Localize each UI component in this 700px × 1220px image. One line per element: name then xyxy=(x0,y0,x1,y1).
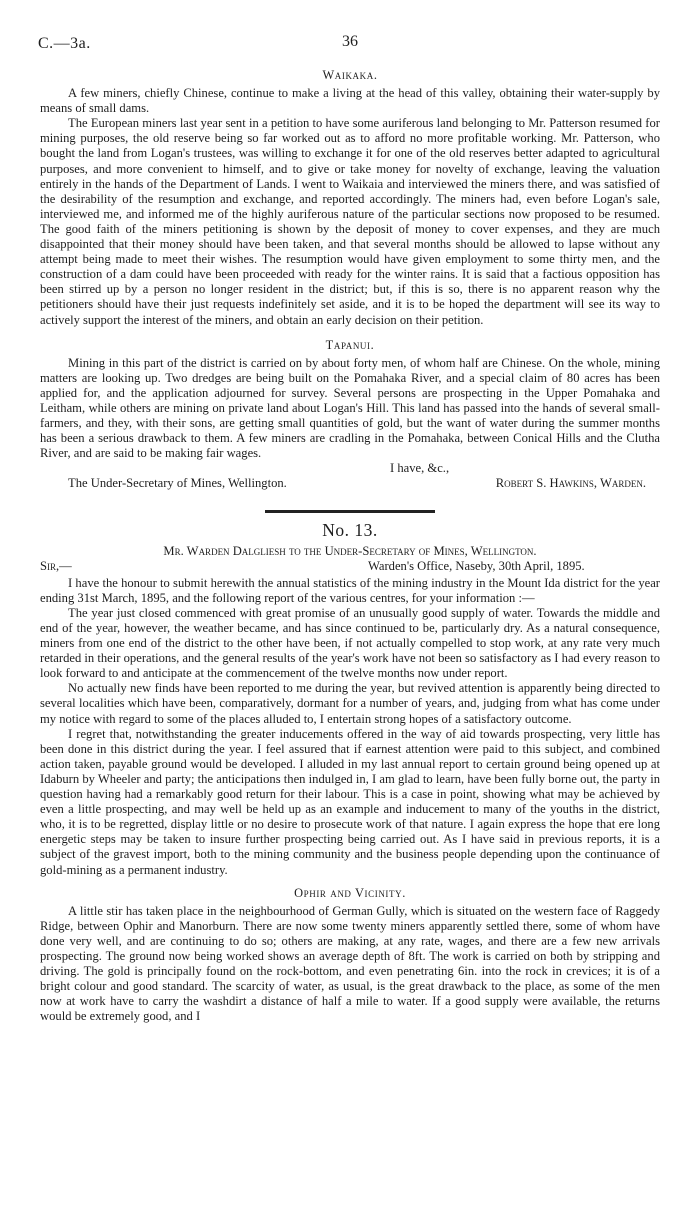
document-reference: C.—3a. xyxy=(38,35,91,52)
salutation: Sir,— xyxy=(40,558,72,573)
signature-block xyxy=(40,476,660,491)
document-number: No. 13. xyxy=(322,519,378,540)
salutation-line xyxy=(40,559,660,576)
paragraph: No actually new finds have been reported to me during the year, but revived attention is apparently being directed to several localities which have been, comparatively, dormant for a number of years, and, judging from what has come under my notice with regard to some of the places alluded to, I entertain strong hopes of a satisfactory outcome. xyxy=(40,681,660,726)
paragraph: Mining in this part of the district is carried on by about forty men, of whom half are Chinese. On the whole, mining matters are looking up. Two dredges are being built on the Pomahaka River, and a special claim of 80 acres has been applied for, and the application adjourned for survey. Several persons are prospecting in the Upper Pomahaka and Leitham, while others are mining on private land about Logan's Hill. This land has passed into the hands of several small-farmers, and they, with their sons, are getting small quantities of gold, but the want of water during the summer months has been a serious drawback to them. A few miners are cradling in the Pomahaka, between Conical Hills and the Clutha River, and are said to be making fair wages. xyxy=(40,355,660,461)
paragraph: I regret that, notwithstanding the greater inducements offered in the way of aid towards prospecting, very little has been done in this district during the year. I feel assured that if earnest attention were paid to this subject, and combined action taken, payable ground would be developed. I alluded in my last annual report to certain ground being opened up at Idaburn by Wheeler and party; the anticipations then indulged in, I am glad to learn, have been fully borne out, the party in question having had a remarkably good return for their labour. This is a case in point, showing what may be achieved by even a little prospecting, and may well be held up as an example and inducement to many of the youths in the district, who, it is to be regretted, display little or no desire to prosecute work of that nature. I again express the hope that ere long energetic steps may be taken to insure further prospecting being carried out. As I have said in previous reports, it is a subject of the gravest import, both to the mining community and the business people depending upon the continuance of gold-mining as a permanent industry. xyxy=(40,726,660,877)
divider xyxy=(265,510,435,513)
section-waikaka xyxy=(40,68,660,328)
section-tapanui xyxy=(40,338,660,492)
page-number: 36 xyxy=(342,33,358,50)
section-heading: Tapanui. xyxy=(325,337,375,352)
section-ophir xyxy=(40,886,660,1025)
signature: Robert S. Hawkins, Warden. xyxy=(495,476,646,491)
paragraph: The European miners last year sent in a petition to have some auriferous land belonging to Mr. Patterson resumed for mining purposes, the old reserve being so far worked out as to afford no more profitable working. Mr. Patterson, who bought the land from Logan's trustees, was willing to exchange it for one of the old reserves better adapted to agricultural purposes, and more convenient to himself, and to give or take money for novelty of exchange, leaving the valuation entirely in the hands of the Department of Lands. I went to Waikaia and interviewed the miners there, and was satisfied of the desirability of the resumption and exchange, and reported accordingly. The miners had, even before Logan's sale, interviewed me, and informed me of the highly auriferous nature of the particular sections now proposed to be resumed. The good faith of the miners petitioning is shown by the deposit of money to cover expenses, and they are much disappointed that their money should have been taken, and that several months should be allowed to lapse without any attempt being made to meet their wishes. The resumption would have given employment to some thirty men, and the construction of a dam could have been proceeded with ready for the winter rains. It is said that a factious opposition has been stirred up by a person no longer resident in the district; but, if this is so, there is no apparent reason why the petitioners should have their just requests indefinitely set aside, and it is to be hoped the department will see its way to actively support the interest of the miners, and obtain an early decision on their petition. xyxy=(40,116,660,327)
page-header xyxy=(40,34,660,62)
letter-no-13 xyxy=(40,519,660,878)
closing-line: I have, &c., xyxy=(390,461,450,476)
letter-subject: Mr. Warden Dalgliesh to the Under-Secretary of Mines, Wellington. xyxy=(163,543,537,558)
paragraph: A few miners, chiefly Chinese, continue to make a living at the head of this valley, obtaining their water-supply by means of small dams. xyxy=(40,86,660,116)
paragraph: I have the honour to submit herewith the annual statistics of the mining industry in the Mount Ida district for the year ending 31st March, 1895, and the following report of the various centres, for your information :— xyxy=(40,575,660,605)
office-date: Warden's Office, Naseby, 30th April, 1895. xyxy=(368,558,585,573)
section-heading: Ophir and Vicinity. xyxy=(294,885,406,900)
section-heading: Waikaka. xyxy=(322,68,378,82)
paragraph: The year just closed commenced with great promise of an unusually good supply of water. Towards the middle and end of the year, however, the weather became, and has since continued to be, particularly dry. As a natural consequence, miners from one end of the district to the other have been, if not actually compelled to stop work, at any rate very much retarded in their operations, and the general results of the year's work have not been so satisfactory as I had every reason to look forward to and anticipate at the commencement of the twelve months now under report. xyxy=(40,605,660,681)
paragraph: A little stir has taken place in the neighbourhood of German Gully, which is situated on the western face of Raggedy Ridge, between Ophir and Manorburn. There are now some twenty miners apparently settled there, some of whom have done very well, and are continuing to do so; others are making, at any rate, wages, and there are a few new arrivals prospecting. The ground now being worked shows an average depth of 8ft. The work is carried on both by stripping and driving. The gold is principally found on the rock-bottom, and even penetrating 6in. into the rock in crevices; it is of a bright colour and good standard. The scarcity of water, as usual, is the great drawback to the place, as some of the men now at work have to carry the washdirt a distance of half a mile to water. If a good supply were available, the returns would be extremely good, and I xyxy=(40,903,660,1024)
addressee: The Under-Secretary of Mines, Wellington. xyxy=(68,476,287,491)
